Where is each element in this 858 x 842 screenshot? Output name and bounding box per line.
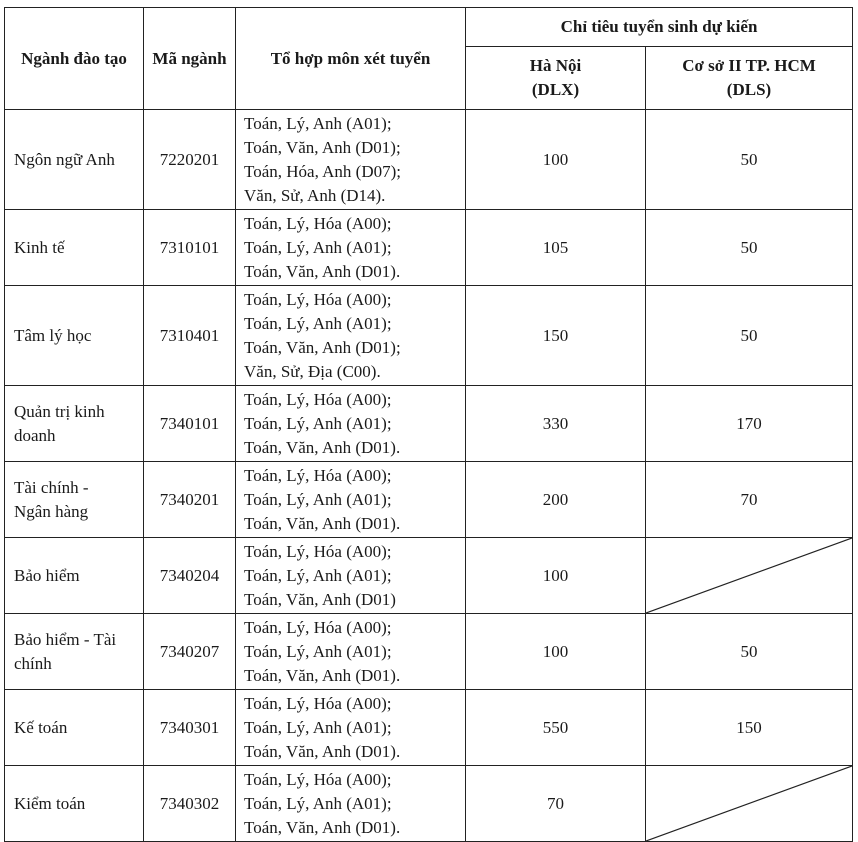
header-hanoi xyxy=(466,47,646,110)
diagonal-strike xyxy=(646,538,852,613)
cell-combo xyxy=(236,690,466,766)
cell-hanoi-quota: 100 xyxy=(466,110,646,210)
cell-combo xyxy=(236,766,466,842)
combo-line: Toán, Lý, Anh (A01); xyxy=(244,489,392,509)
combo-line: Toán, Lý, Anh (A01); xyxy=(244,413,392,433)
combo-line: Toán, Văn, Anh (D01). xyxy=(244,261,401,281)
table-row xyxy=(5,386,853,462)
combo-line: Toán, Văn, Anh (D01). xyxy=(244,741,401,761)
table-row xyxy=(5,286,853,386)
table-row xyxy=(5,614,853,690)
cell-hcm-quota: 50 xyxy=(646,210,853,286)
combo-line: Toán, Lý, Hóa (A00); xyxy=(244,617,392,637)
cell-hanoi-quota: 105 xyxy=(466,210,646,286)
combo-line: Toán, Văn, Anh (D01). xyxy=(244,513,401,533)
header-hanoi-code: (DLX) xyxy=(531,80,580,99)
header-hanoi-name: Hà Nội xyxy=(529,56,582,75)
cell-major xyxy=(5,538,144,614)
combo-line: Toán, Lý, Anh (A01); xyxy=(244,793,392,813)
major-name: Bảo hiểm - Tài chính xyxy=(14,629,117,673)
cell-hanoi-quota: 200 xyxy=(466,462,646,538)
cell-combo xyxy=(236,614,466,690)
combo-line: Toán, Lý, Hóa (A00); xyxy=(244,541,392,561)
cell-hcm-quota: 50 xyxy=(646,614,853,690)
cell-code: 7340301 xyxy=(144,690,236,766)
table-body xyxy=(5,110,853,842)
cell-hcm-quota: 150 xyxy=(646,690,853,766)
cell-code: 7340201 xyxy=(144,462,236,538)
header-code: Mã ngành xyxy=(144,8,236,110)
cell-hanoi-quota: 100 xyxy=(466,538,646,614)
admission-quota-table xyxy=(4,7,853,842)
cell-code: 7340204 xyxy=(144,538,236,614)
cell-code: 7310401 xyxy=(144,286,236,386)
cell-hcm-not-applicable xyxy=(646,538,853,614)
cell-hanoi-quota: 330 xyxy=(466,386,646,462)
combo-line: Toán, Lý, Hóa (A00); xyxy=(244,389,392,409)
table-row xyxy=(5,766,853,842)
combo-line: Toán, Lý, Hóa (A00); xyxy=(244,289,392,309)
combo-line: Toán, Lý, Anh (A01); xyxy=(244,237,392,257)
table-row xyxy=(5,110,853,210)
header-hcm xyxy=(646,47,853,110)
cell-hcm-quota: 50 xyxy=(646,286,853,386)
cell-hanoi-quota: 100 xyxy=(466,614,646,690)
cell-combo xyxy=(236,286,466,386)
table-row xyxy=(5,538,853,614)
table-row xyxy=(5,210,853,286)
major-name: Tâm lý học xyxy=(14,325,92,345)
combo-line: Toán, Lý, Hóa (A00); xyxy=(244,465,392,485)
cell-hcm-quota: 170 xyxy=(646,386,853,462)
header-major: Ngành đào tạo xyxy=(5,8,144,110)
cell-combo xyxy=(236,538,466,614)
cell-major xyxy=(5,210,144,286)
combo-line: Toán, Lý, Anh (A01); xyxy=(244,641,392,661)
combo-line: Toán, Lý, Anh (A01); xyxy=(244,113,392,133)
major-name: Quản trị kinh doanh xyxy=(14,401,105,445)
table-row xyxy=(5,462,853,538)
cell-major xyxy=(5,614,144,690)
cell-hanoi-quota: 70 xyxy=(466,766,646,842)
cell-code: 7220201 xyxy=(144,110,236,210)
cell-major xyxy=(5,286,144,386)
combo-line: Toán, Văn, Anh (D01). xyxy=(244,665,401,685)
combo-line: Toán, Lý, Hóa (A00); xyxy=(244,769,392,789)
combo-line: Văn, Sử, Anh (D14). xyxy=(244,185,386,205)
cell-hanoi-quota: 550 xyxy=(466,690,646,766)
cell-major xyxy=(5,766,144,842)
cell-hcm-not-applicable xyxy=(646,766,853,842)
cell-code: 7310101 xyxy=(144,210,236,286)
cell-hcm-quota: 50 xyxy=(646,110,853,210)
diagonal-line xyxy=(646,766,852,841)
cell-major xyxy=(5,462,144,538)
combo-line: Toán, Hóa, Anh (D07); xyxy=(244,161,401,181)
major-name: Kế toán xyxy=(14,717,68,737)
combo-line: Toán, Văn, Anh (D01) xyxy=(244,589,396,609)
combo-line: Văn, Sử, Địa (C00). xyxy=(244,361,381,381)
cell-combo xyxy=(236,210,466,286)
major-name: Kinh tế xyxy=(14,237,65,257)
major-name: Bảo hiểm xyxy=(14,565,80,585)
cell-combo xyxy=(236,462,466,538)
major-name: Tài chính - Ngân hàng xyxy=(14,477,89,521)
cell-combo xyxy=(236,110,466,210)
cell-hcm-quota: 70 xyxy=(646,462,853,538)
combo-line: Toán, Lý, Hóa (A00); xyxy=(244,693,392,713)
header-combo: Tổ hợp môn xét tuyển xyxy=(236,8,466,110)
cell-major xyxy=(5,690,144,766)
header-hcm-name: Cơ sở II TP. HCM xyxy=(682,56,816,75)
cell-code: 7340101 xyxy=(144,386,236,462)
cell-code: 7340302 xyxy=(144,766,236,842)
combo-line: Toán, Văn, Anh (D01); xyxy=(244,137,401,157)
header-hcm-code: (DLS) xyxy=(726,80,772,99)
combo-line: Toán, Văn, Anh (D01). xyxy=(244,817,401,837)
header-row-top xyxy=(5,8,853,47)
cell-hanoi-quota: 150 xyxy=(466,286,646,386)
cell-major xyxy=(5,386,144,462)
combo-line: Toán, Văn, Anh (D01); xyxy=(244,337,401,357)
combo-line: Toán, Lý, Anh (A01); xyxy=(244,565,392,585)
combo-line: Toán, Lý, Hóa (A00); xyxy=(244,213,392,233)
cell-major xyxy=(5,110,144,210)
table-row xyxy=(5,690,853,766)
major-name: Ngôn ngữ Anh xyxy=(14,149,115,169)
combo-line: Toán, Văn, Anh (D01). xyxy=(244,437,401,457)
combo-line: Toán, Lý, Anh (A01); xyxy=(244,313,392,333)
diagonal-line xyxy=(646,538,852,613)
header-quota: Chỉ tiêu tuyển sinh dự kiến xyxy=(466,8,853,47)
cell-code: 7340207 xyxy=(144,614,236,690)
diagonal-strike xyxy=(646,766,852,841)
cell-combo xyxy=(236,386,466,462)
major-name: Kiểm toán xyxy=(14,793,86,813)
combo-line: Toán, Lý, Anh (A01); xyxy=(244,717,392,737)
